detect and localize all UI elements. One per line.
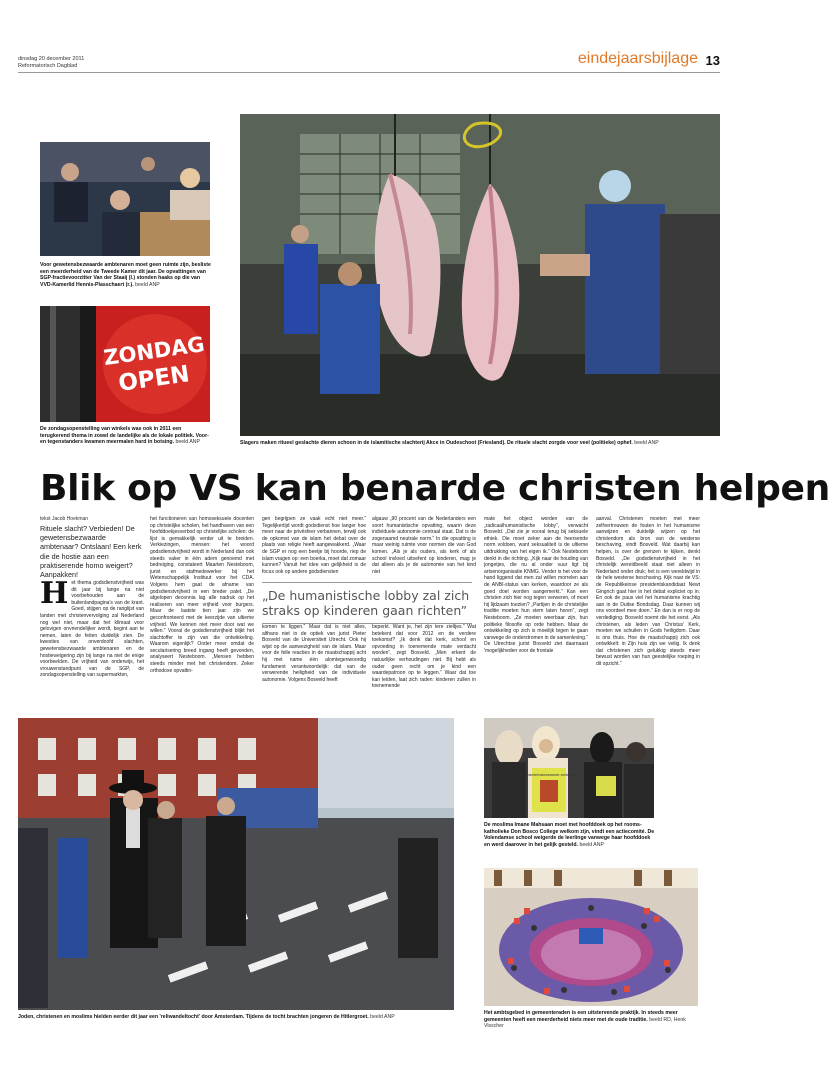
article-column-2 (150, 516, 254, 688)
issue-date: dinsdag 20 december 2011 (18, 56, 85, 62)
article-column-3-bottom (262, 624, 366, 688)
article-byline: tekst Jacob Hoekman (40, 516, 89, 522)
slaughterhouse-caption-block (240, 440, 720, 447)
column-4-top-text: algauw „90 procent van de Nederlanders een soort humanistische opvatting, waarin deze individuele autonomie centraal staat. Dat is de zogenaamd neutrale norm.” In die opvatting is maar weinig ruimte voor normen die van God komen. „Als je als ouders, als kerk of als school invloed uitoefent op kinderen, mag je dat alleen als je de autonomie van het kind niet (372, 516, 476, 575)
walk-caption: Joden, christenen en moslims hielden eerder dit jaar een 'reliwandeltocht' door Amsterdam. Tijdens de tocht brachten jongeren de Hitlergroet. (18, 1014, 369, 1020)
council-chamber-photo (484, 868, 698, 1006)
headscarf-caption: De moslima Imane Mahsaan moet met hoofddoek op het rooms-katholieke Don Bosco College welkom zijn, vindt een actiecomité. De Volendamse school weigerde de leerlinge vanwege haar hoofddoek en werd daarover in het gelijk gesteld. (484, 822, 655, 848)
headscarf-caption-block (484, 822, 656, 848)
parliament-photo (40, 142, 210, 256)
council-caption: Het ambtsgebed in gemeenteraden is een uitstervende praktijk. In steeds meer gemeenten heeft een meerderheid niets meer met de oude traditie. (484, 1010, 678, 1023)
article-intro: Rituele slacht? Verbieden! De gewetensbezwaarde ambtenaar? Ontslaan! Een kerk die de hostie aan een praktiserende homo weigert? Aanpakken! (40, 524, 142, 580)
slaughterhouse-credit: beeld ANP (634, 440, 659, 446)
page-number: 13 (705, 53, 720, 68)
sunday-sign-photo (40, 306, 210, 422)
article-headline: Blik op VS kan benarde christen helpen (40, 468, 830, 509)
slaughterhouse-caption: Slagers maken ritueel geslachte dieren schoon in de islamitische slachterij Akce in Oudeschoot (Friesland). De rituele slacht zorgde voor veel (politieke) ophef. (240, 440, 633, 446)
issue-date-block (18, 56, 84, 70)
article-column-1 (40, 576, 144, 688)
walk-credit: beeld ANP (370, 1014, 395, 1020)
slaughterhouse-photo (240, 114, 720, 436)
section-title: eindejaarsbijlage (577, 50, 698, 67)
sign-text-line1: ZONDAG (102, 332, 206, 371)
sunday-caption-block (40, 426, 212, 446)
headscarf-credit: beeld ANP (579, 841, 604, 848)
column-3-top-text: gen begrijpen ze vaak echt niet meer.” Tegelijkertijd wordt godsdienst hoe langer hoe meer naar de privésfeer verbannen, terwijl ook de opkomst van de islam het debat over de plaats van religie heeft aangewakkerd. „Waar de SGP er nog een beetje bij hoorde, riep de islam vragen op: een boerka, moet dat zomaar kunnen? Vanuit het idee van gelijkheid is de focus ook op andere godsdiensten (262, 516, 366, 575)
column-3-bottom-text: komen te liggen.” Maar dat is niet alles, althans niet in de optiek van jurist Pieter Bosveld van de Universiteit Utrecht. Ook hij wijst op de aanwezigheid van de islam. Maar voor de felle reacties in de maatschappij acht hij met name één alomtegenwoordig fundament verantwoordelijk: dat van de verwerende heiligheid van de individuele autonomie. Volgens Bosveld heeft (262, 624, 366, 683)
parliament-caption-block (40, 262, 212, 288)
column-2-text: het functioneren van homoseksuele docenten op christelijke scholen, het handhaven van een hoofddoekjesverbod op christelijke scholen: de lijst is gemakkelijk verder uit te breiden. Verkiezingen, mensen: het woord godsdienstvrijheid wordt in Nederland dan ook steeds vaker in één adem genoemd met bedreiging, constateert Maarten Nesteboom, jurist en stafmedewerker bij het Wetenschappelijk Instituut voor het CDA. Volgens hem gaat de afname van godsdienstvrijheid in een breder palet. „De afgelopen decennia lag alle nadruk op het realiseren van meer vrijheid voor burgers. Maar de laatste tien jaar zijn we geconfronteerd met de keerzijde van ultieme vrijheid. We kennen niet meer door wat we willen.” Vooral de godsdienstvrijheid blijkt het slachtoffer te zijn van die ontwikkeling. Waarom eigenlijk? Onder meer omdat de secularisering breed ingang heeft gevonden, analyseert Nesteboom. „Mensen hebben steeds minder met het christendom. Zeker orthodoxe opvattin- (150, 516, 254, 674)
headscarf-photo (484, 718, 654, 818)
interfaith-walk-photo (18, 718, 454, 1010)
article-column-4-bottom (372, 624, 476, 688)
article-column-4-top (372, 516, 476, 578)
column-6-text: aanval. Christenen moeten met meer zelfvertrouwen de fouten in het humanisme aanwijzen en duidelijk wijzen op het christendom als bron van de westerse beschaving, vindt Bosveld. Wat daarbij kan helpen, is over de grenzen te kijken, denkt Bosveld. „De godsdienstvrijheid in het christelijk wereldbeeld staat niet alleen in Nederland onder druk; het is een wereldwijd in de hele westerse beschaving. Kijk naar de VS: de Republikeinse presidentskandidaat Newt Gingrich gaat hier in het debat expliciet op in. En ook de paus viel het humanisme krachtig aan in de Duitse Bondsdag. Daar kunnen wij ons voordeel mee doen.” En dan is er nog de verdediging. Bosveld noemt die het eerst. „Als christenen, als leden van Christus' Kerk, moeten we schuilen in Gods heiligdom. Daar is ons thuis. Hoe de maatschappij zich ook ontwikkelt: in Zijn huis zijn we veilig. Ik denk dat christenen zich gelukkig steeds meer bewust worden van hun geestelijke roeping in dit opzicht.” (596, 516, 700, 668)
header-divider (18, 72, 720, 73)
sunday-credit: beeld ANP (175, 439, 201, 446)
pull-quote: „De humanistische lobby zal zich straks op kinderen gaan richten” (262, 582, 472, 624)
article-column-3-top (262, 516, 366, 578)
column-5-text: mate het object worden van de „radicaalhumanistische lobby”, verwacht Bosveld. „Dat zie je vooral terug bij seksuele ethiek. Die moet zeker aan de heersende norm voldoen, want seksualiteit is de ultieme uitdrukking van het eigen ik.” Ook Nesteboom denkt in die richting. „Kijk naar de houding van jongetjes, die nu al onder vuur ligt bij artsenorganisatie KNMG. Verder is het voor de hand liggend dat men zal willen morrelen aan de ANBI-status van kerken, waardoor ze als goed doel worden aangemerkt.” Kan een christen zich hier nog tegen verweren, of moet hij lijdzaam toezien? „Partijen in de christelijke traditie moeten hun stem laten horen”, zegt Nesteboom. „Ze moeten weerbaar zijn, hun politieke filosofie op orde hebben. Maar de ontwikkeling op zich is moeilijk tegen te gaan vanwege de onderstromen in de samenleving.” De Utrechtse jurist Bosveld ziet daarnaast 'mogelijkheden voor de frontale (484, 516, 588, 654)
article-column-5 (484, 516, 588, 688)
column-1-text: et thema godsdienstvrijheid was dit jaar bij lange na niet voorbehouden aan de buitenlandpagina's van de krant. Goed, stijgen op de ranglijst van landen met christenvervolging zal Nederland nog wel niet, maar dat het klimaat voor gelovigen onvriendelijker wordt, begint aan te nemen, laten de feiten duidelijk zien. De kwesties van onverdoofd slachten, gewetensbezwaarde ambtenaren en de hostieweigering zijn bij lange na niet de enige voorbeelden. De vrijheid van onderwijs, het vrouwenstandpunt van de SGP, de zondagsopenstelling van supermarkten, (40, 580, 144, 679)
council-caption-block (484, 1010, 700, 1030)
parliament-caption: Voor gewetensbezwaarde ambtenaren moet geen ruimte zijn, besliste een meerderheid van de Tweede Kamer dit jaar. De opvattingen van SGP-fractievoorzitter Van der Staaij (l.) stonden haaks op die van VVD-Kamerlid Hennis-Plasschaert (r.). (40, 262, 211, 288)
walk-caption-block (18, 1014, 454, 1021)
column-4-bottom-text: beperkt. Want je, het zijn tere zieltjes.” Wat betekent dat voor 2012 en de verdere toekomst? „Ik denk dat kerk, school en opvoeding in toenemende mate verdacht worden”, zegt Bosveld. „Men erkent de natuurlijke verhoudingen niet. Bij hebt als ouder geen recht om je kind een waardepatroon op te leggen.” Waar dat toe kan leiden, laat zich raden: kinderen zullen in toenemende (372, 624, 476, 690)
poster-text: De gewetensbezwaarde ambtenaar (518, 773, 580, 777)
sign-text-line2: OPEN (116, 361, 192, 397)
newspaper-name: Reformatorisch Dagblad (18, 63, 78, 69)
council-credit: beeld RD, Henk Visscher (484, 1016, 686, 1030)
parliament-credit: beeld ANP (135, 281, 160, 288)
article-column-6 (596, 516, 700, 688)
sunday-caption: De zondagsopenstelling van winkels was ook in 2011 een terugkerend thema in zowel de landelijke als de lokale politiek. Voor- en tegenstanders kwamen meermalen hard in botsing. (40, 426, 209, 446)
dropcap-letter: H (40, 576, 69, 611)
